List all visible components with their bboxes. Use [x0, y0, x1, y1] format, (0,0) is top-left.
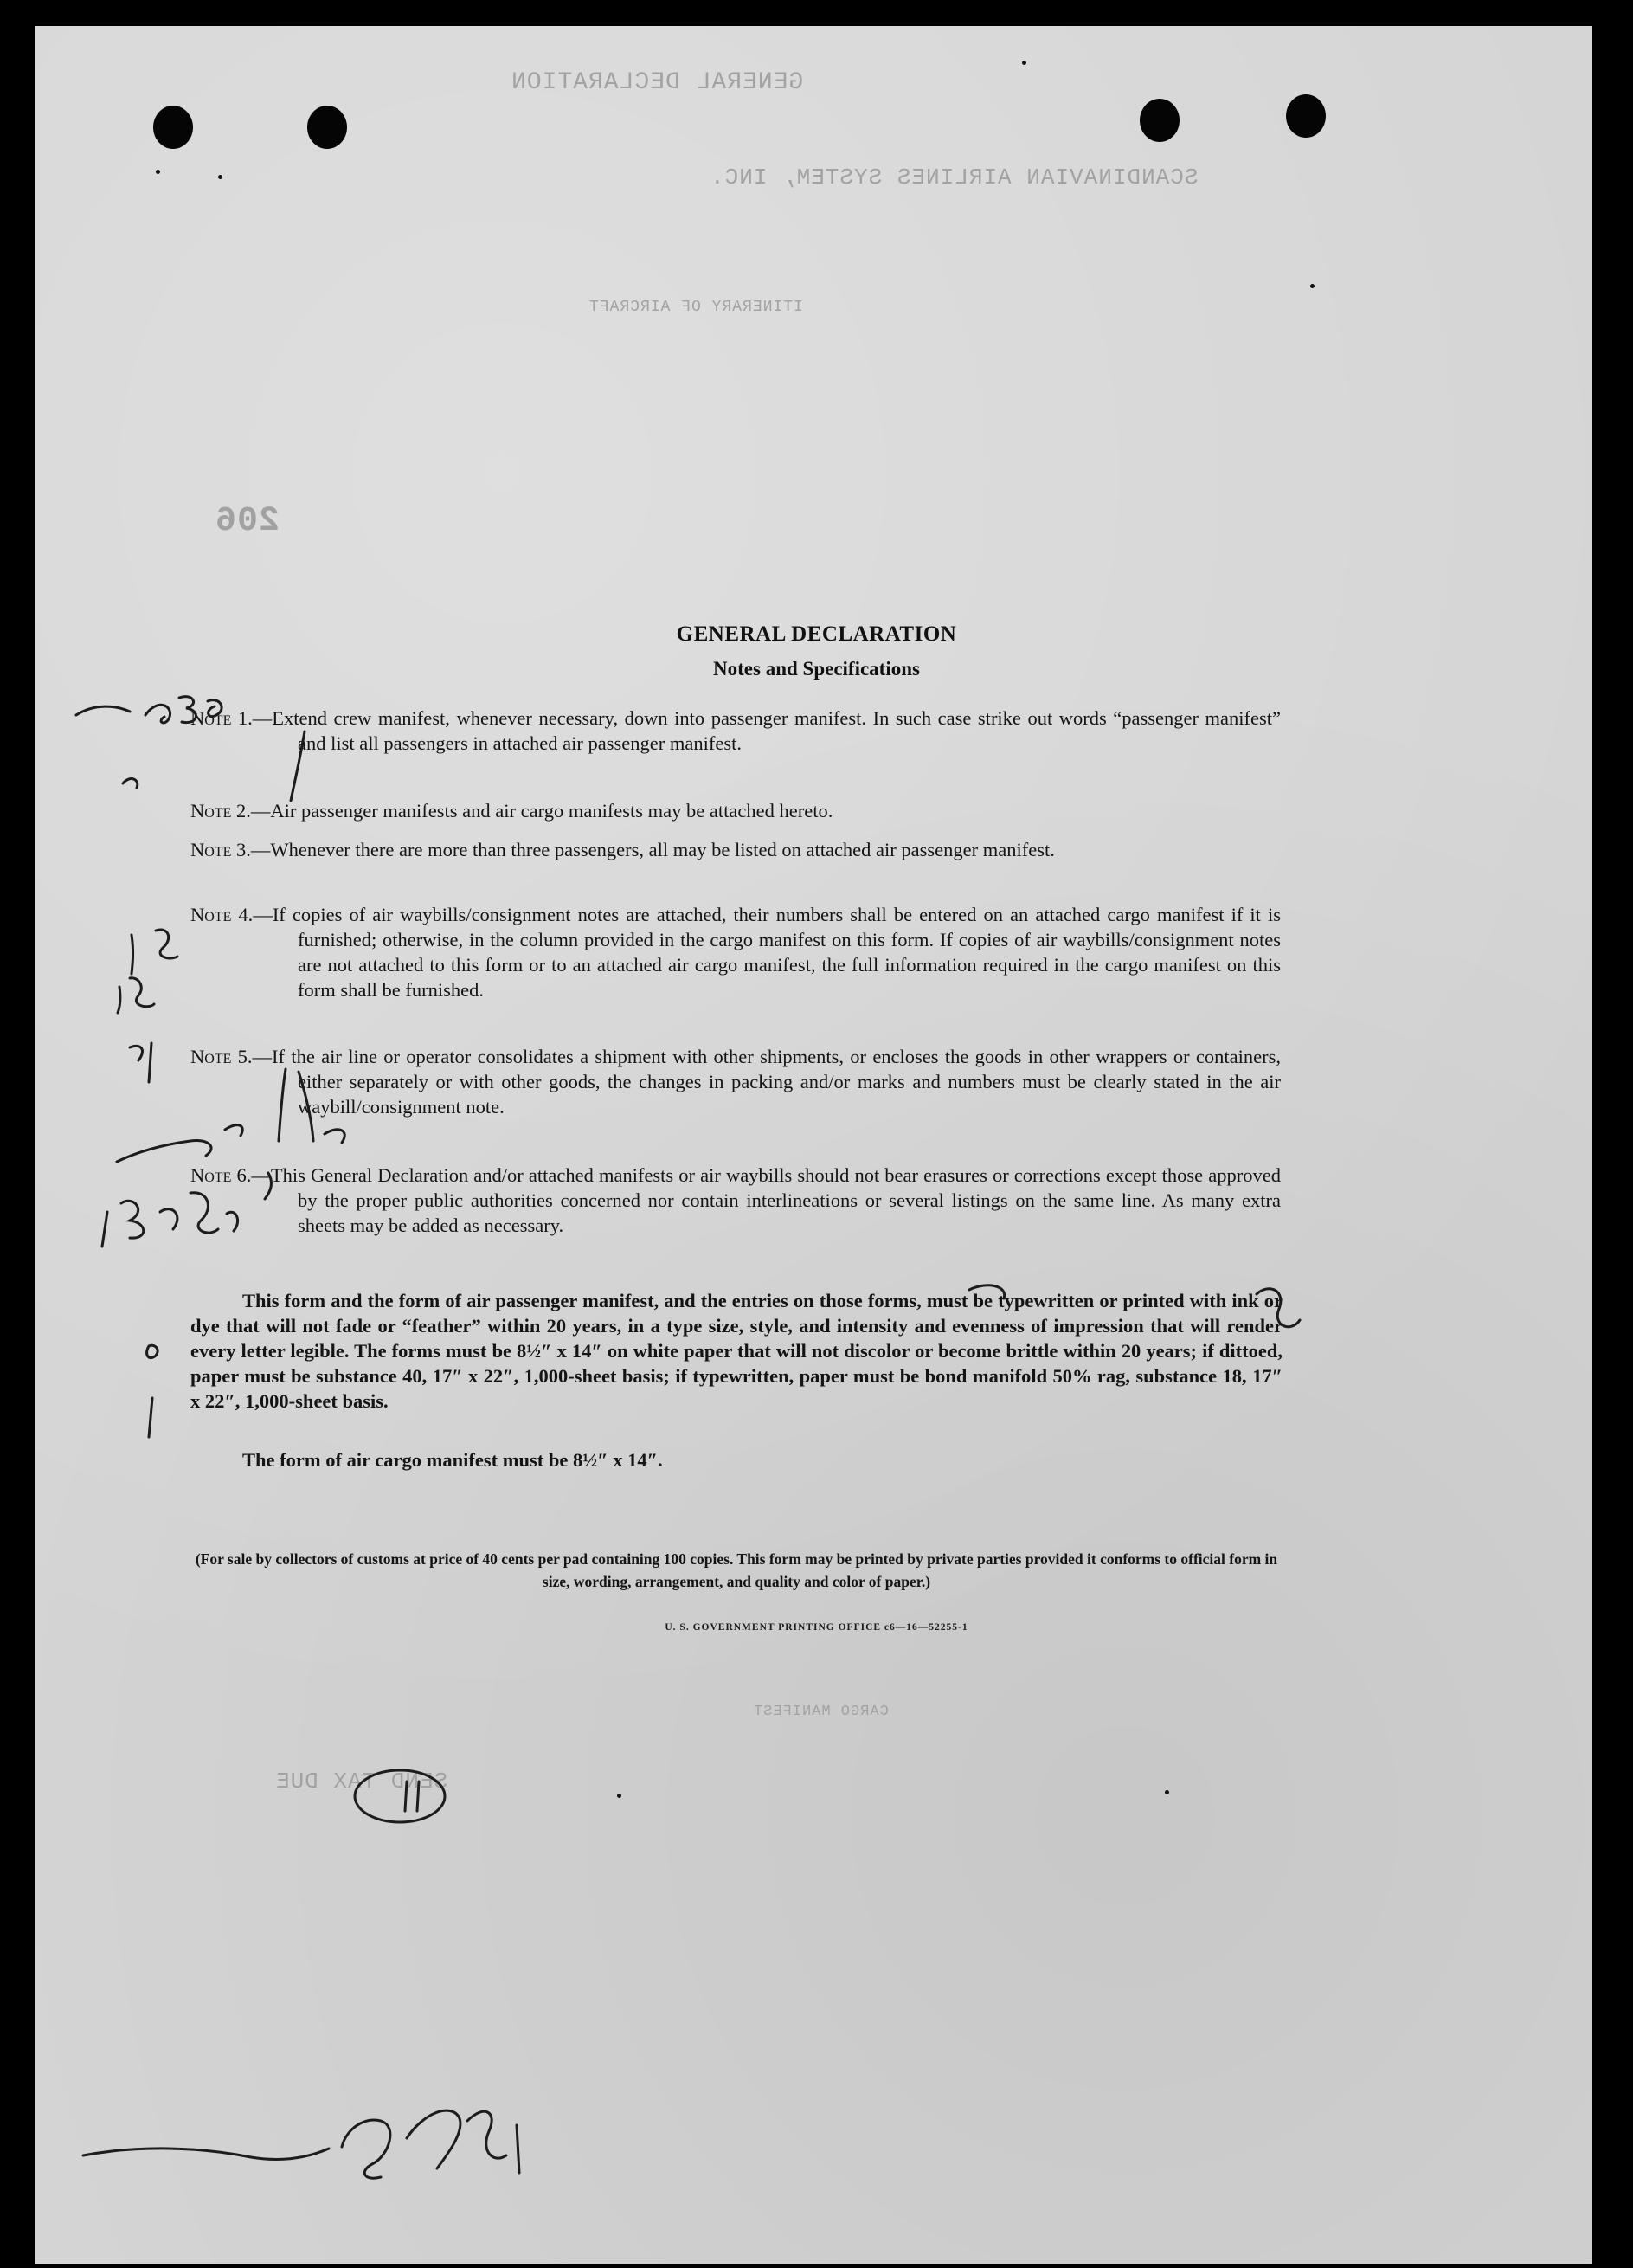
bleed-through-number: 206	[215, 502, 280, 541]
note-5	[190, 1044, 1281, 1119]
note-label: Note 5.	[190, 1046, 253, 1067]
ink-speck	[617, 1794, 621, 1798]
printing-office-line: U. S. GOVERNMENT PRINTING OFFICE c6—16—52255-1	[665, 1622, 968, 1633]
ink-speck	[218, 175, 222, 179]
note-label: Note 6.	[190, 1164, 252, 1186]
note-text: —Whenever there are more than three passengers, all may be listed on attached air passenger manifest.	[250, 839, 1055, 860]
note-2	[190, 798, 1281, 823]
note-3	[190, 837, 1281, 862]
bleed-through-cargo: CARGO MANIFEST	[753, 1704, 889, 1720]
ink-speck	[1022, 61, 1026, 65]
punch-hole	[307, 106, 347, 149]
cargo-size-line: The form of air cargo manifest must be 8½″ x 14″.	[242, 1449, 663, 1471]
punch-hole	[153, 106, 193, 149]
note-text: —Air passenger manifests and air cargo manifests may be attached hereto.	[250, 800, 833, 822]
page-title: GENERAL DECLARATION	[676, 622, 957, 646]
form-requirements-paragraph: This form and the form of air passenger manifest, and the entries on those forms, must be typewritten or printed with ink or dye that will not fade or “feather” within 20 years, in a type size, style, and intensity and evenness of impression that will render every letter legible. The forms must be 8½″ x 14″ on white paper that will not discolor or become brittle within 20 years; if dittoed, paper must be substance 40, 17″ x 22″, 1,000-sheet basis; if typewritten, paper must be bond manifold 50% rag, substance 18, 17″ x 22″, 1,000-sheet basis.	[190, 1290, 1283, 1412]
ink-speck	[156, 170, 160, 174]
sale-notice: (For sale by collectors of customs at price of 40 cents per pad containing 100 copies. This form may be printed by private parties provided it conforms to official form in size, wording, arrangement, and quality and color of paper.)	[195, 1550, 1278, 1590]
bleed-through-itinerary: ITINERARY OF AIRCRAFT	[588, 299, 803, 316]
ink-speck	[1165, 1790, 1169, 1794]
bleed-through-operator: SCANDINAVIAN AIRLINES SYSTEM, INC.	[710, 164, 1199, 190]
document-page	[35, 26, 1592, 2264]
note-6	[190, 1163, 1281, 1238]
note-text: —If the air line or operator consolidates a shipment with other shipments, or encloses the goods in other wrappers or containers, either separately or with other goods, the changes in packing and/or marks and numbers must be clearly stated in the air waybill/consignment note.	[252, 1046, 1281, 1118]
page-subtitle: Notes and Specifications	[713, 658, 920, 680]
note-label: Note 3.	[190, 839, 251, 860]
punch-hole	[1286, 94, 1326, 138]
bleed-through-title: GENERAL DECLARATION	[511, 69, 804, 96]
punch-hole	[1140, 99, 1180, 142]
note-text: —If copies of air waybills/consignment notes are attached, their numbers shall be entered on an attached cargo manifest if it is furnished; otherwise, in the column provided in the cargo manifest on this form. If copies of air waybills/consignment notes are not attached to this form or to an attached air cargo manifest, the full information required in the cargo manifest on this form shall be furnished.	[253, 904, 1281, 1001]
note-4	[190, 902, 1281, 1002]
note-label: Note 4.	[190, 904, 254, 925]
note-text: —Extend crew manifest, whenever necessary, down into passenger manifest. In such case strike out words “passenger manifest” and list all passengers in attached air passenger manifest.	[252, 707, 1282, 754]
bleed-through-stamp: SEND TAX DUE	[275, 1769, 448, 1794]
note-label: Note 2.	[190, 800, 251, 822]
ink-speck	[1310, 284, 1315, 288]
note-text: —This General Declaration and/or attached manifests or air waybills should not bear erasures or corrections except those approved by the proper public authorities concerned nor contain interlineations or several listings on the same line. As many extra sheets may be added as necessary.	[251, 1164, 1281, 1236]
note-label: Note 1.	[190, 707, 253, 729]
note-1	[190, 706, 1281, 756]
